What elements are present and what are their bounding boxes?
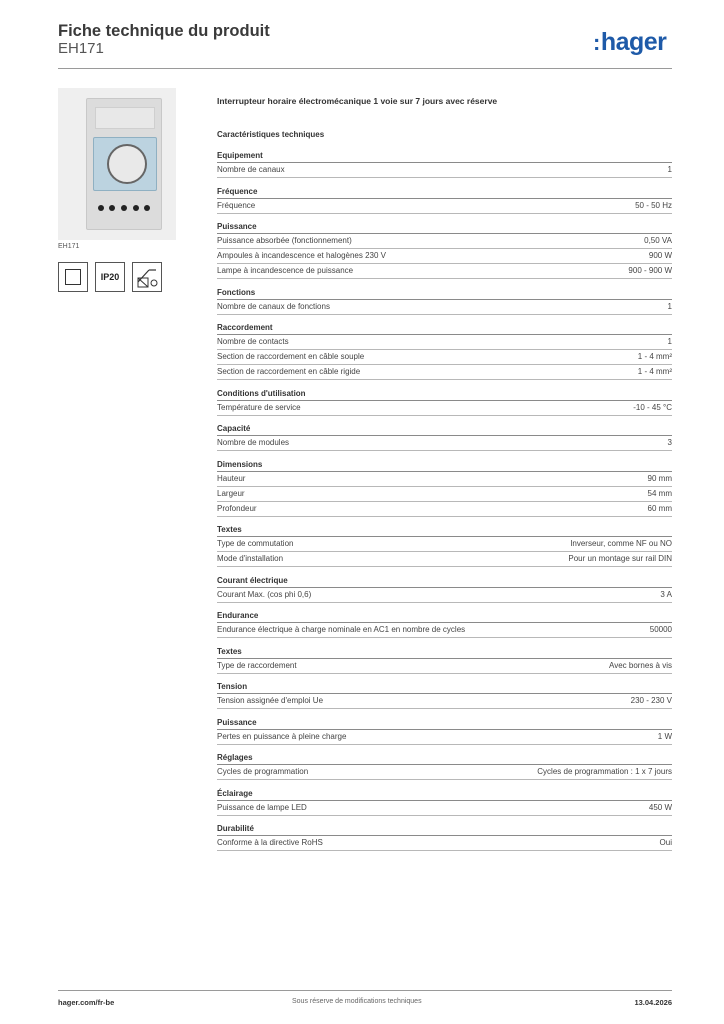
spec-row bbox=[217, 163, 672, 178]
spec-label: Section de raccordement en câble rigide bbox=[217, 367, 361, 376]
spec-label: Cycles de programmation bbox=[217, 767, 309, 776]
spec-row bbox=[217, 487, 672, 502]
spec-value: 3 A bbox=[660, 589, 672, 599]
spec-row bbox=[217, 249, 672, 264]
spec-value: -10 - 45 °C bbox=[633, 402, 672, 412]
footer-date: 13.04.2026 bbox=[634, 998, 672, 1007]
spec-section bbox=[217, 646, 672, 674]
spec-value: 230 - 230 V bbox=[630, 696, 672, 705]
spec-section-title: Durabilité bbox=[217, 823, 672, 836]
spec-row bbox=[217, 730, 672, 745]
dial-icon bbox=[107, 144, 147, 184]
spec-section-title: Tension bbox=[217, 681, 672, 694]
image-caption: EH171 bbox=[58, 243, 80, 250]
spec-value: Pour un montage sur rail DIN bbox=[568, 554, 672, 563]
spec-value: 450 W bbox=[648, 802, 672, 812]
spec-row bbox=[217, 765, 672, 780]
spec-section bbox=[217, 388, 672, 416]
spec-value: 1 bbox=[667, 301, 672, 311]
spec-label: Nombre de modules bbox=[217, 438, 290, 447]
spec-label: Puissance de lampe LED bbox=[217, 802, 307, 812]
spec-label: Fréquence bbox=[217, 200, 256, 210]
spec-section bbox=[217, 287, 672, 315]
spec-label: Profondeur bbox=[217, 503, 257, 513]
footer-divider bbox=[58, 990, 672, 991]
spec-value: Cycles de programmation : 1 x 7 jours bbox=[537, 767, 672, 776]
spec-value: 1 bbox=[667, 337, 672, 346]
spec-label: Mode d'installation bbox=[217, 554, 284, 563]
spec-section-title: Fréquence bbox=[217, 186, 672, 199]
spec-row bbox=[217, 365, 672, 380]
page-title: Fiche technique du produit bbox=[58, 22, 270, 40]
spec-section-title: Endurance bbox=[217, 610, 672, 623]
spec-label: Ampoules à incandescence et halogènes 230 V bbox=[217, 251, 387, 260]
spec-label: Lampe à incandescence de puissance bbox=[217, 266, 354, 275]
spec-value: 3 bbox=[667, 438, 672, 447]
characteristics-title: Caractéristiques techniques bbox=[217, 130, 325, 139]
spec-row bbox=[217, 801, 672, 816]
spec-row bbox=[217, 199, 672, 214]
spec-section bbox=[217, 221, 672, 279]
spec-section bbox=[217, 610, 672, 638]
footer-website: hager.com/fr-be bbox=[58, 998, 115, 1007]
spec-value: 50 - 50 Hz bbox=[635, 200, 672, 210]
spec-section-title: Textes bbox=[217, 646, 672, 659]
spec-section-title: Capacité bbox=[217, 423, 672, 436]
spec-value: 1 - 4 mm² bbox=[637, 352, 672, 361]
spec-section bbox=[217, 150, 672, 178]
spec-section-title: Dimensions bbox=[217, 459, 672, 472]
spec-label: Nombre de contacts bbox=[217, 337, 289, 346]
spec-row bbox=[217, 472, 672, 487]
characteristics-list bbox=[217, 150, 672, 859]
switch-symbol-icon bbox=[132, 262, 162, 292]
spec-row bbox=[217, 502, 672, 517]
spec-label: Courant Max. (cos phi 0,6) bbox=[217, 589, 312, 599]
spec-label: Hauteur bbox=[217, 473, 246, 483]
footer-notice: Sous réserve de modifications techniques bbox=[292, 998, 422, 1005]
spec-section-title: Réglages bbox=[217, 752, 672, 765]
spec-section bbox=[217, 717, 672, 745]
spec-label: Conforme à la directive RoHS bbox=[217, 838, 323, 847]
spec-row bbox=[217, 300, 672, 315]
spec-value: Inverseur, comme NF ou NO bbox=[570, 539, 672, 548]
spec-value: Avec bornes à vis bbox=[609, 660, 672, 670]
spec-row bbox=[217, 401, 672, 416]
ip-rating-icon: IP20 bbox=[95, 262, 125, 292]
spec-value: 50000 bbox=[649, 625, 672, 634]
spec-label: Section de raccordement en câble souple bbox=[217, 352, 365, 361]
spec-section bbox=[217, 322, 672, 380]
spec-section-title: Fonctions bbox=[217, 287, 672, 300]
spec-section-title: Conditions d'utilisation bbox=[217, 388, 672, 401]
spec-value: 900 - 900 W bbox=[628, 266, 672, 275]
header-divider bbox=[58, 68, 672, 69]
spec-row bbox=[217, 264, 672, 279]
spec-label: Pertes en puissance à pleine charge bbox=[217, 731, 347, 741]
spec-section-title: Éclairage bbox=[217, 788, 672, 801]
spec-section bbox=[217, 752, 672, 780]
spec-section bbox=[217, 823, 672, 851]
spec-row bbox=[217, 659, 672, 674]
spec-row bbox=[217, 588, 672, 603]
spec-label: Endurance électrique à charge nominale en AC1 en nombre de cycles bbox=[217, 625, 466, 634]
double-insulation-icon bbox=[58, 262, 88, 292]
spec-label: Type de raccordement bbox=[217, 660, 297, 670]
spec-value: 0,50 VA bbox=[644, 236, 672, 245]
hager-logo: :hager bbox=[593, 28, 667, 56]
spec-section bbox=[217, 681, 672, 709]
product-description: Interrupteur horaire électromécanique 1 voie sur 7 jours avec réserve bbox=[217, 96, 498, 106]
spec-row bbox=[217, 552, 672, 567]
spec-value: Oui bbox=[659, 838, 672, 847]
spec-label: Largeur bbox=[217, 488, 245, 498]
spec-value: 1 W bbox=[657, 731, 672, 741]
spec-section-title: Puissance bbox=[217, 221, 672, 234]
spec-label: Température de service bbox=[217, 402, 301, 412]
spec-section bbox=[217, 575, 672, 603]
spec-section-title: Puissance bbox=[217, 717, 672, 730]
spec-value: 1 bbox=[667, 165, 672, 174]
spec-row bbox=[217, 350, 672, 365]
spec-row bbox=[217, 335, 672, 350]
spec-section bbox=[217, 788, 672, 816]
spec-section-title: Raccordement bbox=[217, 322, 672, 335]
spec-value: 54 mm bbox=[647, 488, 672, 498]
spec-label: Puissance absorbée (fonctionnement) bbox=[217, 236, 352, 245]
spec-label: Tension assignée d'emploi Ue bbox=[217, 696, 324, 705]
product-image bbox=[58, 88, 176, 240]
spec-section bbox=[217, 459, 672, 517]
spec-section-title: Equipement bbox=[217, 150, 672, 163]
product-reference: EH171 bbox=[58, 40, 104, 57]
spec-value: 60 mm bbox=[647, 503, 672, 513]
spec-row bbox=[217, 234, 672, 249]
spec-label: Nombre de canaux de fonctions bbox=[217, 301, 330, 311]
spec-row bbox=[217, 537, 672, 552]
spec-section-title: Textes bbox=[217, 524, 672, 537]
spec-label: Nombre de canaux bbox=[217, 165, 285, 174]
spec-row bbox=[217, 694, 672, 709]
spec-value: 90 mm bbox=[647, 473, 672, 483]
spec-section bbox=[217, 186, 672, 214]
spec-value: 1 - 4 mm² bbox=[637, 367, 672, 376]
spec-section bbox=[217, 423, 672, 451]
spec-row bbox=[217, 436, 672, 451]
spec-row bbox=[217, 623, 672, 638]
timer-device-illustration bbox=[86, 98, 162, 230]
spec-label: Type de commutation bbox=[217, 539, 294, 548]
spec-section-title: Courant électrique bbox=[217, 575, 672, 588]
spec-row bbox=[217, 836, 672, 851]
spec-section bbox=[217, 524, 672, 567]
spec-value: 900 W bbox=[648, 251, 672, 260]
